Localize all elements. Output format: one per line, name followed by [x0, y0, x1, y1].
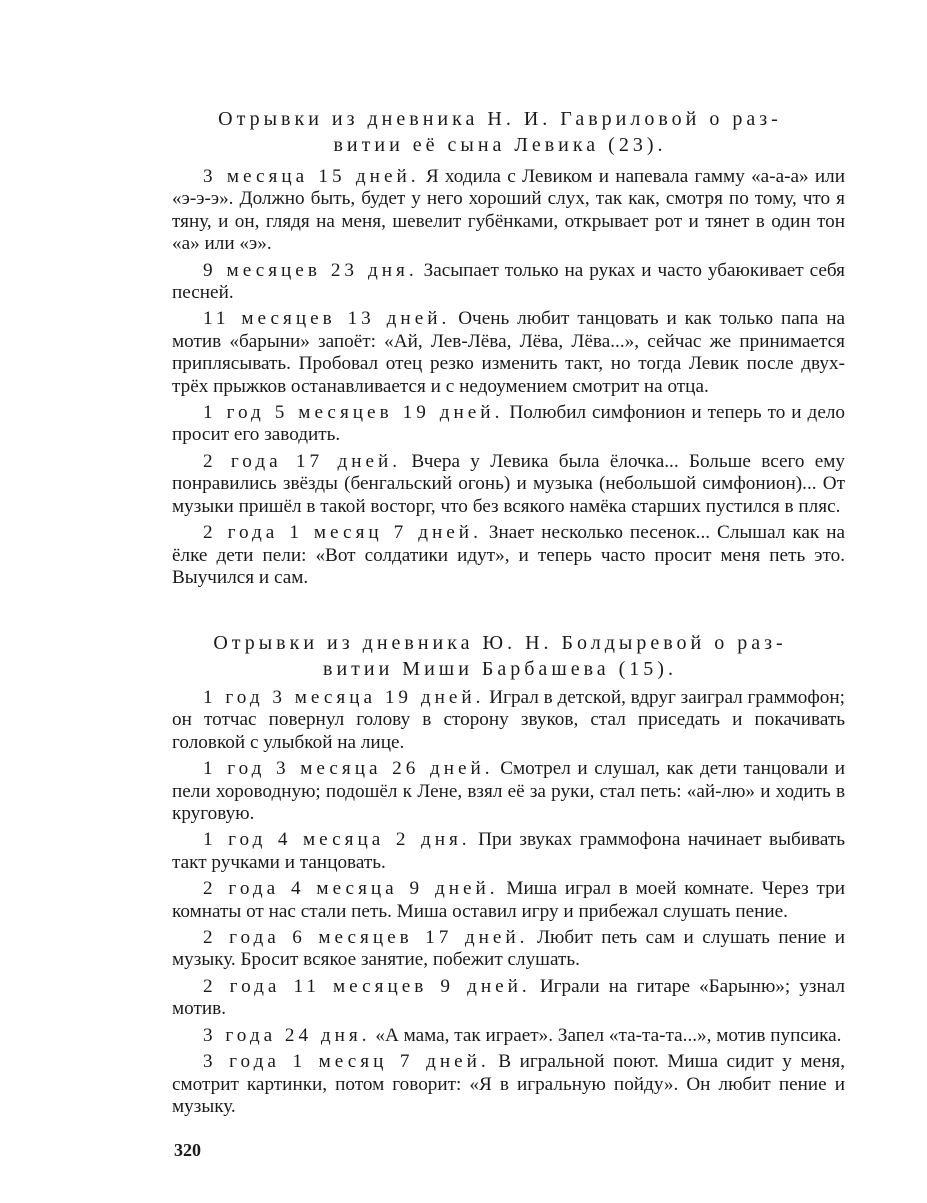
- entry-date: 1 год 3 месяца 19 дней.: [203, 687, 485, 708]
- entry-date: 1 год 4 месяца 2 дня.: [203, 829, 471, 851]
- entry-date: 2 года 11 месяцев 9 дней.: [203, 975, 531, 997]
- entry-text: Полюбил симфонион и теперь то и дело просит его заводить.: [172, 402, 845, 446]
- entry-date: 3 месяца 15 дней.: [203, 166, 420, 187]
- entry-text: Играл в детской, вдруг заиграл граммофон; он тотчас повернул голову в сторону звуков, стал приседать и покачивать головкой с улыбкой на лице.: [172, 687, 845, 753]
- entry-date: 2 года 6 месяцев 17 дней.: [203, 927, 529, 949]
- section-title-line: Отрывки из дневника Н. И. Гавриловой о раз-: [218, 108, 782, 130]
- section-title-gavrilova-diary: [150, 106, 850, 158]
- diary-entries-misha: [172, 687, 845, 1122]
- entry-text: Играли на гитаре «Барыню»; узнал мотив.: [172, 975, 845, 1020]
- diary-entry: [172, 1051, 845, 1118]
- diary-entry: [172, 451, 845, 518]
- entry-text: Миша играл в моей комнате. Через три комнаты от нас стали петь. Миша оставил игру и прибежал слушать пение.: [172, 878, 845, 922]
- entry-text: Очень любит танцовать и как только папа на мотив «барыни» запоёт: «Ай, Лев-Лёва, Лёва, Лёва...», сейчас же принимается приплясывать. Пробовал отец резко изменить такт, но тогда Левик после двух-трёх прыжков останавливается и с недоумением смотрит на отца.: [172, 308, 846, 397]
- diary-entry: [172, 166, 845, 256]
- diary-entry: [172, 687, 845, 754]
- entry-date: 9 месяцев 23 дня.: [203, 259, 418, 281]
- section-title-boldyreva-diary: [150, 630, 850, 682]
- entry-date: 3 года 1 месяц 7 дней.: [203, 1051, 490, 1073]
- entry-text: Я ходила с Левиком и напевала гамму «а-а-а» или «э-э-э». Должно быть, будет у него хороший слух, так как, смотря по тому, что я тяну, и он, глядя на меня, шевелит губёнками, открывает рот и тянет в один тон «а» или «э».: [172, 166, 845, 255]
- page-number: 320: [174, 1140, 201, 1160]
- entry-date: 11 месяцев 13 дней.: [203, 308, 451, 330]
- section-title-line: витии её сына Левика (23).: [333, 134, 667, 156]
- entry-text: «А мама, так играет». Запел «та-та-та...», мотив пупсика.: [375, 1024, 842, 1046]
- diary-entry: [172, 927, 845, 972]
- entry-date: 1 год 3 месяца 26 дней.: [203, 758, 494, 780]
- diary-entry: [172, 878, 845, 923]
- diary-entries-levik: [172, 166, 845, 593]
- entry-text: В игральной поют. Миша сидит у меня, смотрит картинки, потом говорит: «Я в игральную пойду». Он любит пение и музыку.: [172, 1051, 846, 1117]
- diary-entry: [172, 976, 845, 1021]
- entry-date: 2 года 1 месяц 7 дней.: [203, 522, 482, 544]
- section-title-line: Отрывки из дневника Ю. Н. Болдыревой о раз-: [213, 632, 787, 654]
- entry-text: Знает несколько песенок... Слышал как на ёлке дети пели: «Вот солдатики идут», и теперь часто просит меня петь это. Выучился и сам.: [172, 522, 846, 588]
- diary-entry: [172, 829, 845, 874]
- entry-text: Любит петь сам и слушать пение и музыку. Бросит всякое занятие, побежит слушать.: [172, 927, 846, 971]
- diary-entry: [172, 522, 845, 589]
- entry-text: Вчера у Левика была ёлочка... Больше всего ему понравились звёзды (бенгальский огонь) и музыка (небольшой симфонион)... От музыки пришёл в такой восторг, что без всякого намёка старших пустился в пляс.: [172, 450, 846, 517]
- diary-entry: [172, 260, 845, 305]
- entry-date: 2 года 4 месяца 9 дней.: [203, 878, 499, 900]
- entry-text: Смотрел и слушал, как дети танцовали и пели хороводную; подошёл к Лене, взял её за руки, стал петь: «ай-лю» и ходить в круговую.: [172, 758, 845, 825]
- diary-entry: [172, 308, 845, 398]
- diary-entry: [172, 1025, 845, 1047]
- section-title-line: витии Миши Барбашева (15).: [323, 658, 677, 680]
- diary-entry: [172, 402, 845, 447]
- entry-date: 3 года 24 дня.: [203, 1024, 371, 1046]
- entry-date: 1 год 5 месяцев 19 дней.: [203, 402, 504, 424]
- entry-text: Засыпает только на руках и часто убаюкивает себя песней.: [172, 259, 846, 304]
- entry-text: При звуках граммофона начинает выбивать такт ручками и танцовать.: [172, 829, 845, 873]
- entry-date: 2 года 17 дней.: [203, 450, 402, 472]
- diary-entry: [172, 758, 845, 825]
